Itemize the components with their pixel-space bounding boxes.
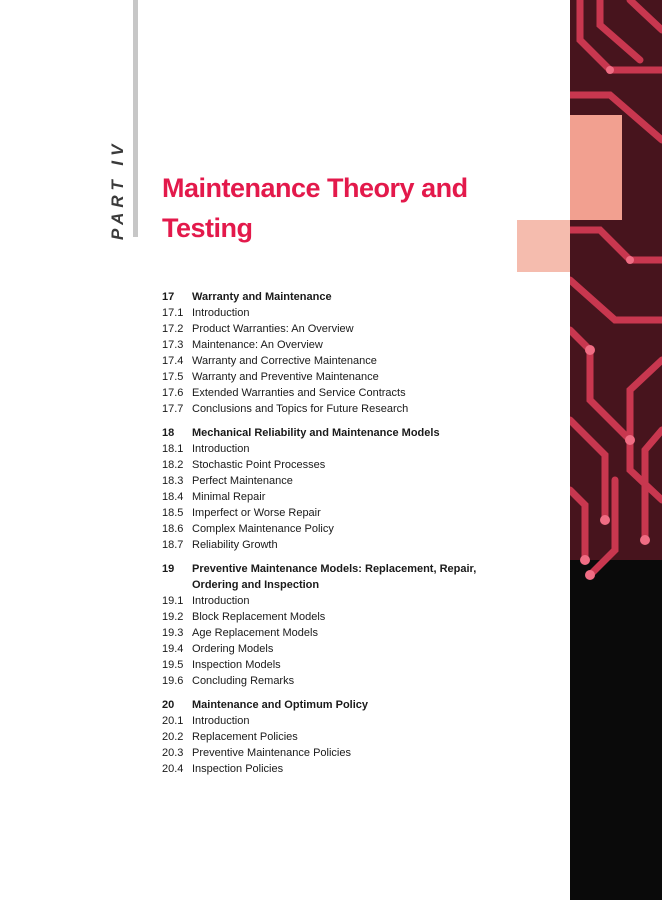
section-title: Warranty and Corrective Maintenance bbox=[192, 355, 377, 367]
toc-entry[interactable] bbox=[162, 441, 522, 457]
section-title: Conclusions and Topics for Future Research bbox=[192, 403, 409, 415]
chapter-title: Warranty and Maintenance bbox=[192, 291, 332, 303]
section-number: 20.2 bbox=[162, 731, 184, 743]
toc-entry[interactable] bbox=[162, 729, 522, 745]
chapter-heading[interactable] bbox=[162, 697, 522, 713]
section-title: Perfect Maintenance bbox=[192, 475, 293, 487]
toc-entry[interactable] bbox=[162, 625, 522, 641]
toc-entry[interactable] bbox=[162, 537, 522, 553]
toc-entry[interactable] bbox=[162, 473, 522, 489]
chapter-heading[interactable] bbox=[162, 289, 522, 305]
chapter-title: Mechanical Reliability and Maintenance Models bbox=[192, 427, 440, 439]
toc-entry[interactable] bbox=[162, 353, 522, 369]
section-number: 17.4 bbox=[162, 355, 184, 367]
section-title: Product Warranties: An Overview bbox=[192, 323, 354, 335]
toc-entry[interactable] bbox=[162, 745, 522, 761]
section-number: 19.1 bbox=[162, 595, 184, 607]
chapter-title: Preventive Maintenance Models: Replacement, Repair, Ordering and Inspection bbox=[192, 563, 477, 591]
section-title: Introduction bbox=[192, 443, 250, 455]
chapter-19 bbox=[162, 561, 522, 689]
accent-block bbox=[517, 220, 570, 272]
section-number: 20.4 bbox=[162, 763, 184, 775]
section-title: Inspection Models bbox=[192, 659, 281, 671]
section-number: 18.4 bbox=[162, 491, 184, 503]
section-title: Extended Warranties and Service Contracts bbox=[192, 387, 406, 399]
section-title: Introduction bbox=[192, 595, 250, 607]
section-title: Block Replacement Models bbox=[192, 611, 326, 623]
toc-entry[interactable] bbox=[162, 369, 522, 385]
section-title: Age Replacement Models bbox=[192, 627, 318, 639]
toc-entry[interactable] bbox=[162, 489, 522, 505]
section-title: Introduction bbox=[192, 715, 250, 727]
section-number: 17.5 bbox=[162, 371, 184, 383]
section-title: Warranty and Preventive Maintenance bbox=[192, 371, 379, 383]
section-number: 17.7 bbox=[162, 403, 184, 415]
toc-entry[interactable] bbox=[162, 457, 522, 473]
title-line-2: Testing bbox=[162, 213, 253, 243]
section-title: Preventive Maintenance Policies bbox=[192, 747, 351, 759]
toc-entry[interactable] bbox=[162, 305, 522, 321]
section-number: 19.4 bbox=[162, 643, 184, 655]
toc-entry[interactable] bbox=[162, 337, 522, 353]
toc-entry[interactable] bbox=[162, 593, 522, 609]
section-number: 19.6 bbox=[162, 675, 184, 687]
section-number: 18.2 bbox=[162, 459, 184, 471]
section-number: 17.6 bbox=[162, 387, 184, 399]
chapter-heading[interactable] bbox=[162, 561, 522, 593]
table-of-contents bbox=[162, 289, 522, 785]
section-title: Complex Maintenance Policy bbox=[192, 523, 334, 535]
section-title: Introduction bbox=[192, 307, 250, 319]
chapter-title: Maintenance and Optimum Policy bbox=[192, 699, 369, 711]
part-label: PART IV bbox=[108, 139, 127, 240]
section-number: 17.3 bbox=[162, 339, 184, 351]
section-number: 17.2 bbox=[162, 323, 184, 335]
part-divider-bar bbox=[133, 0, 138, 237]
section-title: Replacement Policies bbox=[192, 731, 298, 743]
title-line-1: Maintenance Theory and bbox=[162, 173, 468, 203]
section-number: 18.5 bbox=[162, 507, 184, 519]
toc-entry[interactable] bbox=[162, 641, 522, 657]
section-title: Reliability Growth bbox=[192, 539, 278, 551]
toc-entry[interactable] bbox=[162, 673, 522, 689]
chapter-heading[interactable] bbox=[162, 425, 522, 441]
section-number: 20.1 bbox=[162, 715, 184, 727]
toc-entry[interactable] bbox=[162, 657, 522, 673]
section-title: Ordering Models bbox=[192, 643, 274, 655]
chapter-17 bbox=[162, 289, 522, 417]
toc-entry[interactable] bbox=[162, 401, 522, 417]
section-number: 18.1 bbox=[162, 443, 184, 455]
toc-entry[interactable] bbox=[162, 321, 522, 337]
toc-entry[interactable] bbox=[162, 521, 522, 537]
section-number: 20.3 bbox=[162, 747, 184, 759]
accent-block bbox=[570, 115, 622, 220]
chapter-number: 18 bbox=[162, 427, 175, 439]
section-number: 18.3 bbox=[162, 475, 184, 487]
section-title: Minimal Repair bbox=[192, 491, 266, 503]
toc-entry[interactable] bbox=[162, 385, 522, 401]
chapter-18 bbox=[162, 425, 522, 553]
chapter-number: 20 bbox=[162, 699, 175, 711]
toc-entry[interactable] bbox=[162, 761, 522, 777]
section-number: 19.2 bbox=[162, 611, 184, 623]
page-title bbox=[162, 168, 522, 248]
toc-entry[interactable] bbox=[162, 609, 522, 625]
section-number: 17.1 bbox=[162, 307, 184, 319]
section-number: 18.7 bbox=[162, 539, 184, 551]
section-title: Inspection Policies bbox=[192, 763, 284, 775]
chapter-20 bbox=[162, 697, 522, 777]
section-number: 19.5 bbox=[162, 659, 184, 671]
toc-entry[interactable] bbox=[162, 505, 522, 521]
chapter-number: 17 bbox=[162, 291, 175, 303]
section-title: Concluding Remarks bbox=[192, 675, 295, 687]
section-title: Imperfect or Worse Repair bbox=[192, 507, 321, 519]
section-title: Maintenance: An Overview bbox=[192, 339, 323, 351]
section-number: 18.6 bbox=[162, 523, 184, 535]
toc-entry[interactable] bbox=[162, 713, 522, 729]
section-title: Stochastic Point Processes bbox=[192, 459, 326, 471]
section-number: 19.3 bbox=[162, 627, 184, 639]
chapter-number: 19 bbox=[162, 563, 175, 575]
